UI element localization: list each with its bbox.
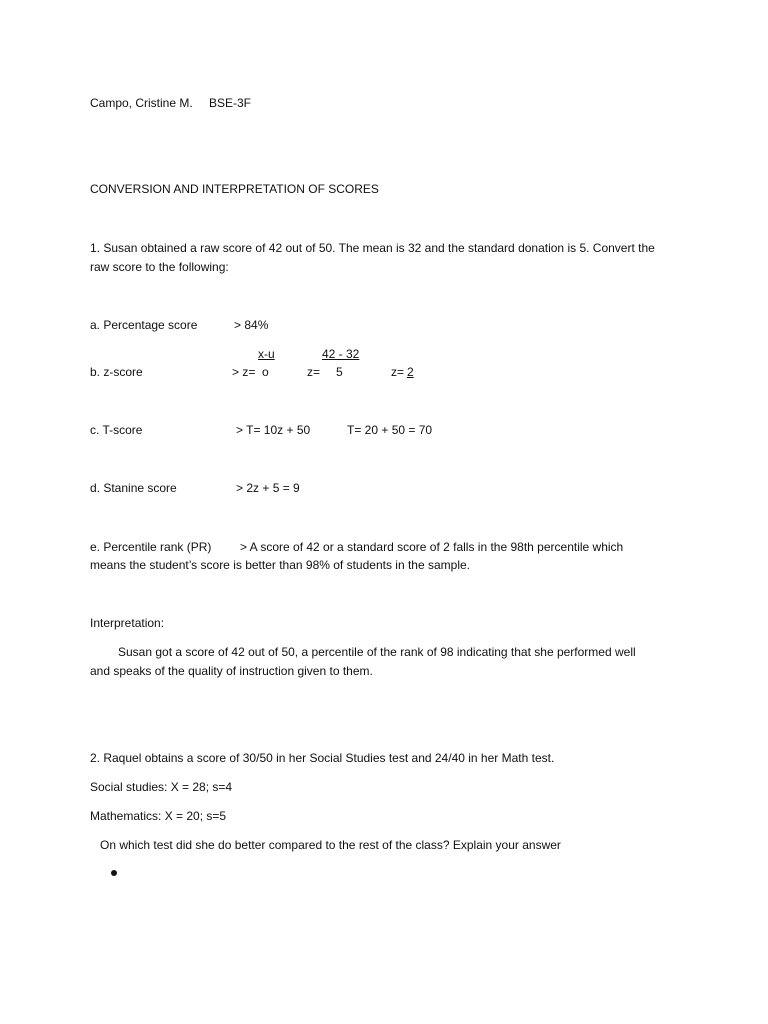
q1d-formula: > 2z + 5 = 9: [236, 481, 300, 495]
z-formula-prefix: > z=: [232, 365, 256, 379]
z-sub-numerator: 42 - 32: [322, 347, 360, 361]
z-formula-denominator: o: [262, 365, 269, 379]
student-name: Campo, Cristine M.: [90, 96, 193, 110]
q1d-label: d. Stanine score: [90, 481, 177, 495]
interpretation-heading: Interpretation:: [90, 616, 165, 630]
interpretation-line1: Susan got a score of 42 out of 50, a percentile of the rank of 98 indicating that she performed well: [118, 645, 636, 659]
q2-mathematics: Mathematics: X = 20; s=5: [90, 809, 227, 823]
q1b-label: b. z-score: [90, 365, 143, 379]
z-sub-denominator: 5: [336, 365, 343, 379]
q2-prompt: 2. Raquel obtains a score of 30/50 in her Social Studies test and 24/40 in her Math test.: [90, 751, 555, 765]
z-result-eq: z=: [391, 365, 405, 379]
q1a-answer: > 84%: [234, 318, 269, 332]
page-title: CONVERSION AND INTERPRETATION OF SCORES: [90, 182, 379, 196]
q1e-answer-line2: means the student’s score is better than 98% of students in the sample.: [90, 558, 470, 572]
interpretation-line2: and speaks of the quality of instruction given to them.: [90, 664, 373, 678]
student-section: BSE-3F: [209, 96, 252, 110]
q1e-label: e. Percentile rank (PR): [90, 540, 212, 554]
z-sub-eq: z=: [307, 365, 321, 379]
q1e-answer-line1: > A score of 42 or a standard score of 2 falls in the 98th percentile which: [240, 540, 624, 554]
q1a-label: a. Percentage score: [90, 318, 198, 332]
q2-question: On which test did she do better compared to the rest of the class? Explain your answer: [100, 838, 561, 852]
empty-bullet-point: [111, 870, 117, 876]
q1c-label: c. T-score: [90, 423, 143, 437]
q1c-formula: > T= 10z + 50: [236, 423, 311, 437]
z-formula-numerator: x-u: [258, 347, 275, 361]
q1c-result: T= 20 + 50 = 70: [347, 423, 433, 437]
q2-social-studies: Social studies: X = 28; s=4: [90, 780, 233, 794]
q1-prompt: 1. Susan obtained a raw score of 42 out of 50. The mean is 32 and the standard donation is 5. Convert the raw score to the following:: [90, 241, 655, 274]
z-result-value: 2: [407, 365, 414, 379]
